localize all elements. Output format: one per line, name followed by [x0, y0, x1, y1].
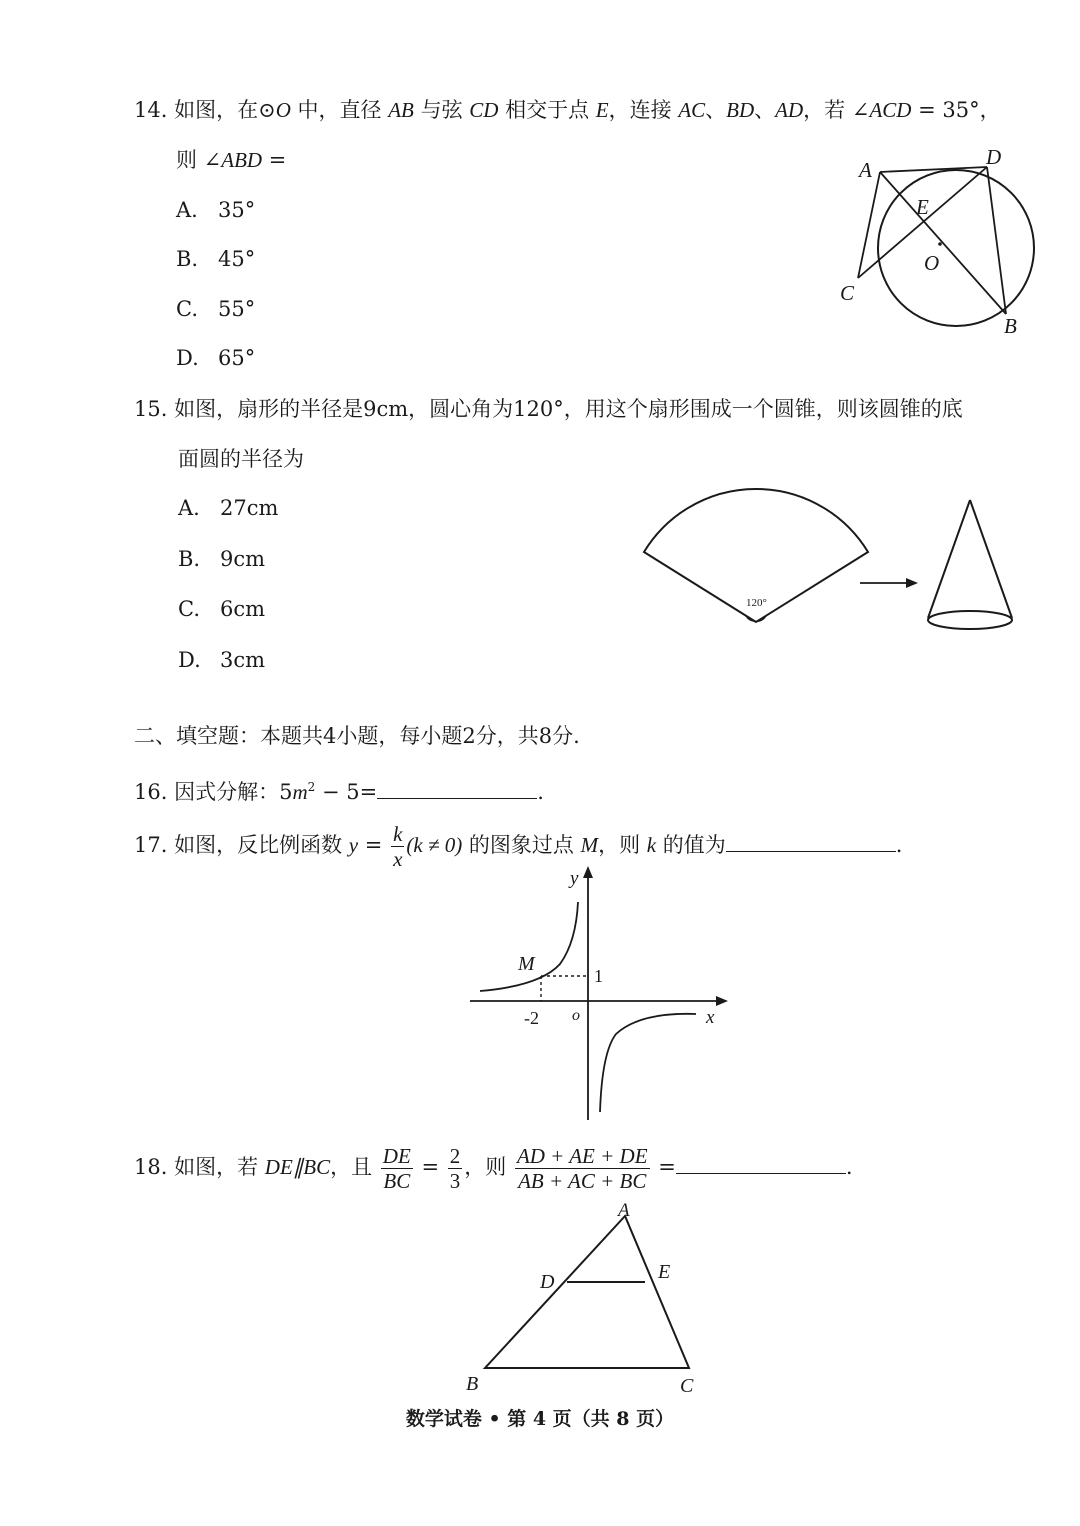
q17-hyperbola-graph [460, 862, 740, 1124]
q14-circle-figure [830, 140, 1050, 345]
label-c: C [840, 281, 855, 305]
q18-perimeter-ratio: $\frac{AD + AE + DE}{AB + AC + BC}$ [516, 1144, 648, 1193]
page-footer: 数学试卷 • 第 4 页（共 8 页） [405, 1408, 675, 1430]
q15-option-b: B. 9cm [178, 547, 266, 571]
q17-stem: 17. 如图，反比例函数 y = $\frac{k}{x}$ (k ≠ 0) 的图象过点 M，则 k 的值为 . [134, 822, 903, 871]
label-a: A [618, 1200, 630, 1221]
q18-triangle-figure [460, 1200, 710, 1400]
y-axis-arrow [583, 866, 593, 878]
label-o: O [924, 251, 940, 275]
q18-answer-blank[interactable] [676, 1153, 846, 1174]
label-x: x [706, 1007, 715, 1028]
q14-option-c: C. 55° [176, 297, 256, 321]
q14-option-d: D. 65° [176, 346, 256, 370]
cone-right-edge [970, 500, 1012, 618]
label-c: C [680, 1375, 694, 1397]
label-d: D [540, 1271, 555, 1293]
q17-answer-blank[interactable] [726, 831, 896, 852]
q15-option-c: C. 6cm [178, 597, 266, 621]
label-e: E [658, 1261, 671, 1283]
section2-heading: 二、填空题：本题共4小题，每小题2分，共8分. [134, 724, 580, 748]
cone-base [928, 611, 1012, 629]
label-one: 1 [594, 966, 603, 986]
q15-stem-line2: 面圆的半径为 [178, 447, 304, 471]
q16-answer-blank[interactable] [377, 778, 537, 799]
chord-bd [987, 167, 1006, 314]
q16-stem: 16. 因式分解：$5m^2 - 5=$ . [134, 780, 544, 804]
label-b: B [466, 1373, 479, 1395]
center-point [938, 242, 942, 246]
label-m: M [518, 953, 535, 975]
hyperbola-branch-4 [600, 1014, 696, 1112]
q15-option-a: A. 27cm [178, 496, 279, 520]
cone-left-edge [928, 500, 970, 618]
arrow-head [906, 578, 918, 588]
q17-k-over-x: $\frac{k}{x}$ [393, 822, 403, 871]
q14-stem: 14. 如图，在⊙O 中，直径 AB 与弦 CD 相交于点 E，连接 AC、BD、AD，若 ∠ACD = 35°， [134, 98, 1001, 122]
q15-option-d: D. 3cm [178, 648, 266, 672]
label-b: B [1004, 314, 1017, 338]
q14-option-a: A. 35° [176, 198, 256, 222]
label-e: E [916, 195, 929, 219]
label-o: o [572, 1007, 580, 1024]
label-a: A [859, 158, 872, 182]
q14-stem-line2: 则 ∠ABD = [176, 148, 287, 172]
q14-option-b: B. 45° [176, 247, 256, 271]
q18-de-over-bc: $\frac{DE}{BC}$ [382, 1144, 411, 1193]
label-y: y [570, 868, 579, 889]
sector-angle-label: 120° [746, 597, 767, 609]
q18-two-thirds: $\frac{2}{3}$ [449, 1144, 461, 1193]
triangle-abc [485, 1216, 689, 1368]
label-neg-two: -2 [524, 1008, 539, 1028]
q15-sector-cone-figure [630, 480, 1030, 650]
hyperbola-branch-2 [480, 902, 578, 991]
q18-stem: 18. 如图，若 DE∥BC，且 $\frac{DE}{BC}$ = $\frac{2}{3}$ ，则 $\frac{AD + AE + DE}{AB + AC + BC}$ = . [134, 1144, 853, 1193]
q15-stem: 15. 如图，扇形的半径是9cm，圆心角为120°，用这个扇形围成一个圆锥，则该圆锥的底 [134, 397, 963, 421]
x-axis-arrow [716, 996, 728, 1006]
label-d: D [986, 145, 1002, 169]
